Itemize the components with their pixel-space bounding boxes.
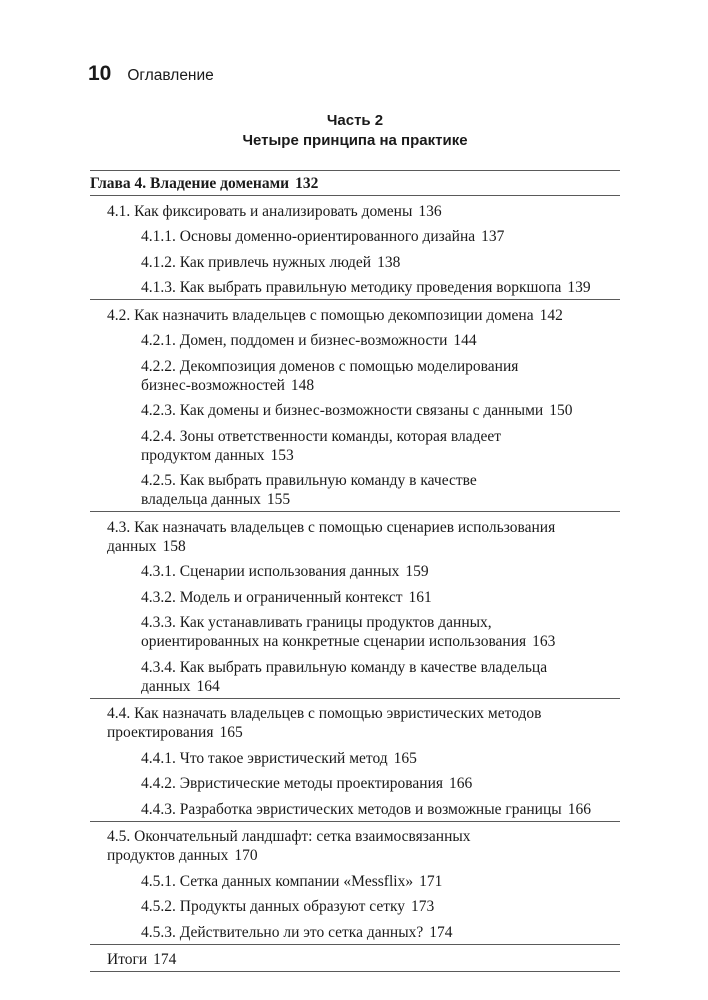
running-title: Оглавление — [127, 67, 214, 84]
toc-page-number: 173 — [411, 898, 435, 915]
toc-page-number: 148 — [290, 376, 315, 394]
toc-subsection-entry[interactable] — [90, 588, 620, 607]
toc-subsection-entry[interactable] — [90, 897, 620, 916]
toc-page-number: 171 — [419, 872, 443, 890]
toc-entry-title: данных — [141, 677, 191, 695]
separator-rule — [90, 971, 620, 972]
toc-page-number: 142 — [539, 306, 563, 324]
toc-section-entry[interactable] — [90, 518, 620, 556]
toc-entry-line: 4.3.4. Как выбрать правильную команду в качестве владельца — [141, 658, 548, 676]
toc-entry-title: 4.1.2. Как привлечь нужных людей — [141, 253, 372, 271]
toc-subsection-entry[interactable] — [90, 427, 620, 465]
toc-page-number: 163 — [532, 633, 556, 650]
toc-page-number: 159 — [405, 563, 429, 580]
toc-entry-title: 4.1.3. Как выбрать правильную методику проведения воркшопа — [141, 279, 562, 296]
part-title: Четыре принципа на практике — [242, 132, 468, 149]
toc-entry-title: 4.2.3. Как домены и бизнес-возможности связаны с данными — [141, 402, 544, 419]
toc-page-number: 174 — [429, 923, 453, 941]
separator-rule — [90, 195, 620, 196]
toc-entry-title: проектирования — [107, 724, 214, 741]
toc-entry-line: 4.3.3. Как устанавливать границы продуктов данных, — [141, 614, 492, 631]
toc-entry-title: 4.4.2. Эвристические методы проектирования — [141, 775, 444, 792]
toc-section-entry[interactable] — [90, 950, 620, 969]
separator-rule — [90, 698, 620, 699]
toc-entry-title: 4.5.3. Действительно ли это сетка данных? — [141, 923, 424, 941]
toc-subsection-entry[interactable] — [90, 774, 620, 793]
toc-page-number: 150 — [549, 402, 573, 419]
toc-entry-title: данных — [107, 537, 157, 555]
separator-rule — [90, 944, 620, 945]
toc-page-number: 170 — [234, 847, 258, 864]
toc-entry-line: 4.2.2. Декомпозиция доменов с помощью моделирования — [141, 357, 519, 375]
toc-subsection-entry[interactable] — [90, 357, 620, 395]
toc-subsection-entry[interactable] — [90, 923, 620, 942]
separator-rule — [90, 170, 620, 171]
part-heading — [90, 111, 620, 151]
toc-page-number: 165 — [393, 749, 417, 767]
toc-entry-title: 4.1.1. Основы доменно-ориентированного дизайна — [141, 228, 476, 245]
toc-entry-title: 4.1. Как фиксировать и анализировать домены — [107, 202, 413, 220]
toc-subsection-entry[interactable] — [90, 278, 620, 297]
running-header — [88, 62, 214, 86]
toc-entry-title: 4.5.1. Сетка данных компании «Messflix» — [141, 872, 414, 890]
toc-entry-line: 4.4. Как назначать владельцев с помощью эвристических методов — [107, 705, 542, 722]
toc-subsection-entry[interactable] — [90, 401, 620, 420]
toc-subsection-entry[interactable] — [90, 227, 620, 246]
toc-chapter-entry[interactable] — [90, 174, 620, 193]
toc-entry-title: 4.3.1. Сценарии использования данных — [141, 563, 400, 580]
toc-page-number: 161 — [408, 588, 432, 606]
toc-entry-title: ориентированных на конкретные сценарии использования — [141, 633, 527, 650]
toc-subsection-entry[interactable] — [90, 613, 620, 651]
toc-page-number: 137 — [481, 228, 505, 245]
toc-entry-title: 4.4.1. Что такое эвристический метод — [141, 749, 388, 767]
toc-subsection-entry[interactable] — [90, 749, 620, 768]
toc-entry-title: 4.2.1. Домен, поддомен и бизнес-возможности — [141, 332, 448, 349]
toc-entry-title: Глава 4. Владение доменами — [90, 175, 290, 192]
toc-entry-title: 4.3.2. Модель и ограниченный контекст — [141, 588, 403, 606]
toc-entry-title: продуктом данных — [141, 446, 265, 464]
toc-entry-title: 4.2. Как назначить владельцев с помощью декомпозиции домена — [107, 306, 534, 324]
toc-page-number: 132 — [295, 175, 319, 192]
toc-subsection-entry[interactable] — [90, 872, 620, 891]
toc-page-number: 155 — [266, 491, 291, 508]
toc-entry-line: 4.2.5. Как выбрать правильную команду в качестве — [141, 472, 477, 489]
toc-section-entry[interactable] — [90, 306, 620, 325]
toc-entry-title: 4.4.3. Разработка эвристических методов и возможные границы — [141, 800, 562, 818]
toc-entry-title: Итоги — [107, 951, 148, 968]
toc-page-number: 166 — [449, 775, 473, 792]
toc-section-entry[interactable] — [90, 202, 620, 221]
page-number: 10 — [88, 62, 112, 85]
toc-page-number: 144 — [453, 332, 477, 349]
toc-subsection-entry[interactable] — [90, 562, 620, 581]
toc-page-number: 138 — [377, 253, 401, 271]
part-label: Часть 2 — [326, 112, 384, 129]
toc-page-number: 136 — [418, 202, 442, 220]
toc-entry-title: владельца данных — [141, 491, 261, 508]
toc-subsection-entry[interactable] — [90, 471, 620, 509]
toc-page-number: 174 — [153, 951, 177, 968]
toc-entry-line: 4.5. Окончательный ландшафт: сетка взаимосвязанных — [107, 828, 471, 845]
toc-subsection-entry[interactable] — [90, 331, 620, 350]
toc-subsection-entry[interactable] — [90, 253, 620, 272]
toc-page-number: 139 — [567, 279, 591, 296]
toc-subsection-entry[interactable] — [90, 658, 620, 696]
toc-page-number: 158 — [162, 537, 186, 555]
toc-section-entry[interactable] — [90, 827, 620, 865]
separator-rule — [90, 299, 620, 300]
toc-entry-line: 4.2.4. Зоны ответственности команды, которая владеет — [141, 427, 502, 445]
separator-rule — [90, 511, 620, 512]
toc-page-number: 153 — [270, 446, 294, 464]
toc-entry-title: бизнес-возможностей — [141, 376, 285, 394]
toc-subsection-entry[interactable] — [90, 800, 620, 819]
toc-entry-title: продуктов данных — [107, 847, 229, 864]
toc-page-number: 165 — [219, 724, 243, 741]
toc-entry-title: 4.5.2. Продукты данных образуют сетку — [141, 898, 406, 915]
toc-page-number: 164 — [196, 677, 220, 695]
toc-section-entry[interactable] — [90, 704, 620, 742]
separator-rule — [90, 821, 620, 822]
toc-page-number: 166 — [567, 800, 591, 818]
toc-entry-line: 4.3. Как назначать владельцев с помощью сценариев использования — [107, 518, 556, 536]
